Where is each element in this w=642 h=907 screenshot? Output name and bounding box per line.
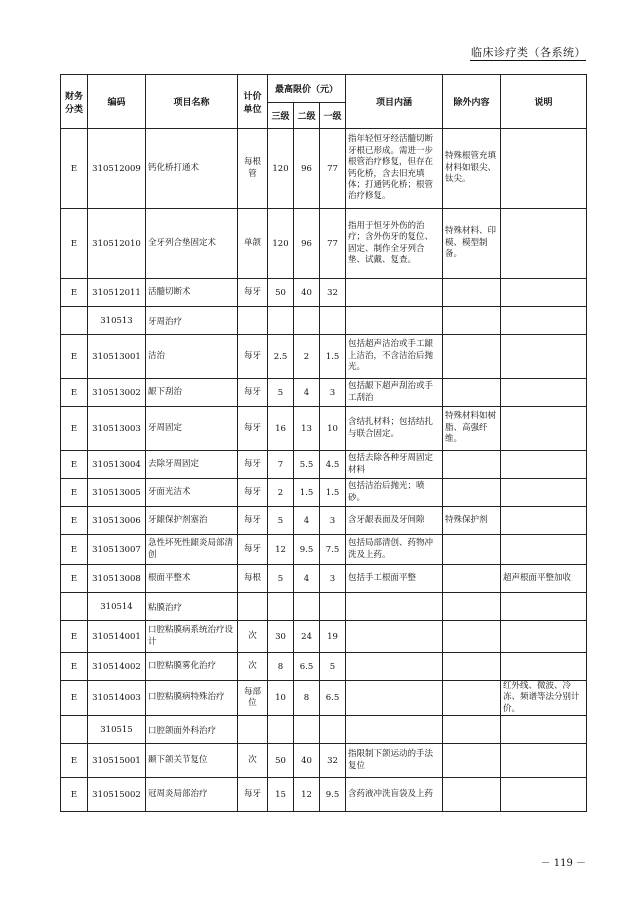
- table-row: [61, 479, 587, 507]
- cell-content: 包括龈下超声刮治或手工刮治: [346, 379, 443, 407]
- cell-p2: 40: [294, 279, 320, 307]
- cell-content: [346, 279, 443, 307]
- cell-p3: 50: [268, 279, 294, 307]
- cell-content: [346, 593, 443, 621]
- cell-unit: 次: [238, 653, 268, 681]
- cell-p3: 120: [268, 209, 294, 279]
- cell-p1: [320, 716, 346, 744]
- cell-exclusion: [443, 379, 501, 407]
- cell-code: 310512011: [88, 279, 146, 307]
- cell-note: [501, 744, 587, 778]
- cell-p1: 9.5: [320, 778, 346, 812]
- table-row: [61, 279, 587, 307]
- cell-unit: 每牙: [238, 778, 268, 812]
- cell-p1: 5: [320, 653, 346, 681]
- cell-name: 牙龈保护剂塞治: [146, 507, 238, 535]
- cell-category: E: [61, 129, 88, 209]
- cell-p3: 12: [268, 535, 294, 565]
- cell-p2: 4: [294, 507, 320, 535]
- cell-exclusion: [443, 681, 501, 716]
- cell-p1: 32: [320, 744, 346, 778]
- cell-content: 包括超声洁治或手工龈上洁治，不含洁治后抛光。: [346, 335, 443, 379]
- cell-name: 全牙列合垫固定术: [146, 209, 238, 279]
- cell-note: [501, 209, 587, 279]
- cell-category: E: [61, 744, 88, 778]
- cell-exclusion: [443, 535, 501, 565]
- section-row: [61, 307, 587, 335]
- cell-p3: 2.5: [268, 335, 294, 379]
- cell-exclusion: 特殊保护剂: [443, 507, 501, 535]
- cell-category: E: [61, 407, 88, 451]
- section-code: 310515: [88, 716, 146, 744]
- cell-unit: 每牙: [238, 507, 268, 535]
- section-code: 310514: [88, 593, 146, 621]
- cell-p3: 15: [268, 778, 294, 812]
- cell-p1: 19: [320, 621, 346, 653]
- page-number: － 119 －: [540, 858, 586, 869]
- cell-p2: 8: [294, 681, 320, 716]
- table-row: [61, 744, 587, 778]
- cell-p1: 10: [320, 407, 346, 451]
- table-row: [61, 335, 587, 379]
- table-row: [61, 778, 587, 812]
- cell-content: [346, 621, 443, 653]
- cell-category: E: [61, 451, 88, 479]
- section-name: 粘膜治疗: [146, 593, 238, 621]
- cell-category: E: [61, 507, 88, 535]
- cell-unit: 每牙: [238, 407, 268, 451]
- cell-note: [501, 307, 587, 335]
- col-note: 说明: [501, 75, 587, 129]
- table-body: [61, 129, 587, 812]
- cell-exclusion: [443, 565, 501, 593]
- cell-unit: 单颌: [238, 209, 268, 279]
- table-header-row: [61, 75, 587, 103]
- cell-code: 310513004: [88, 451, 146, 479]
- cell-code: 310513001: [88, 335, 146, 379]
- cell-category: E: [61, 479, 88, 507]
- col-code: 编码: [88, 75, 146, 129]
- cell-p1: 77: [320, 209, 346, 279]
- cell-name: 急性坏死性龈炎局部清创: [146, 535, 238, 565]
- cell-code: 310515002: [88, 778, 146, 812]
- cell-unit: 每根管: [238, 129, 268, 209]
- cell-note: [501, 653, 587, 681]
- cell-content: 含结扎材料；包括结扎与联合固定。: [346, 407, 443, 451]
- cell-code: 310514001: [88, 621, 146, 653]
- cell-exclusion: 特殊材料、印模、模型制备。: [443, 209, 501, 279]
- cell-name: 口腔粘膜病系统治疗设计: [146, 621, 238, 653]
- cell-note: [501, 451, 587, 479]
- cell-unit: 每牙: [238, 335, 268, 379]
- cell-name: 洁治: [146, 335, 238, 379]
- cell-category: E: [61, 335, 88, 379]
- cell-code: 310514003: [88, 681, 146, 716]
- section-code: 310513: [88, 307, 146, 335]
- cell-exclusion: [443, 451, 501, 479]
- cell-p1: 1.5: [320, 335, 346, 379]
- cell-note: [501, 129, 587, 209]
- cell-name: 冠周炎局部治疗: [146, 778, 238, 812]
- cell-exclusion: [443, 593, 501, 621]
- cell-p1: 7.5: [320, 535, 346, 565]
- cell-content: [346, 653, 443, 681]
- cell-p2: 9.5: [294, 535, 320, 565]
- cell-code: 310513002: [88, 379, 146, 407]
- cell-name: 口腔粘膜雾化治疗: [146, 653, 238, 681]
- cell-note: 红外线、微波、冷冻、频谱等法分别计价。: [501, 681, 587, 716]
- cell-p2: 4: [294, 565, 320, 593]
- cell-name: 颞下颌关节复位: [146, 744, 238, 778]
- cell-name: 龈下刮治: [146, 379, 238, 407]
- cell-code: 310513008: [88, 565, 146, 593]
- col-max-price: 最高限价（元）: [268, 75, 346, 103]
- cell-note: [501, 479, 587, 507]
- cell-note: [501, 778, 587, 812]
- cell-p1: 3: [320, 565, 346, 593]
- cell-p3: [268, 716, 294, 744]
- cell-p3: 16: [268, 407, 294, 451]
- section-row: [61, 716, 587, 744]
- col-unit: 计价单位: [238, 75, 268, 129]
- cell-p3: 30: [268, 621, 294, 653]
- section-row: [61, 593, 587, 621]
- cell-p1: 3: [320, 379, 346, 407]
- table-row: [61, 565, 587, 593]
- table-row: [61, 379, 587, 407]
- cell-code: 310513003: [88, 407, 146, 451]
- cell-category: E: [61, 279, 88, 307]
- cell-exclusion: [443, 335, 501, 379]
- cell-exclusion: 特殊材料如树脂、高强纤维。: [443, 407, 501, 451]
- cell-unit: 每牙: [238, 479, 268, 507]
- section-name: 牙周治疗: [146, 307, 238, 335]
- col-name: 项目名称: [146, 75, 238, 129]
- cell-category: E: [61, 565, 88, 593]
- cell-category: [61, 307, 88, 335]
- cell-unit: [238, 716, 268, 744]
- cell-code: 310513007: [88, 535, 146, 565]
- cell-name: 牙面光洁术: [146, 479, 238, 507]
- cell-exclusion: [443, 653, 501, 681]
- table-row: [61, 451, 587, 479]
- cell-content: 包括手工根面平整: [346, 565, 443, 593]
- cell-name: 根面平整术: [146, 565, 238, 593]
- cell-p2: 24: [294, 621, 320, 653]
- table-row: [61, 507, 587, 535]
- cell-exclusion: [443, 279, 501, 307]
- fee-schedule-table: [60, 74, 587, 812]
- cell-code: 310512009: [88, 129, 146, 209]
- cell-category: [61, 716, 88, 744]
- cell-unit: 每牙: [238, 379, 268, 407]
- table-row: [61, 535, 587, 565]
- cell-note: [501, 621, 587, 653]
- table-row: [61, 653, 587, 681]
- cell-exclusion: [443, 778, 501, 812]
- cell-p1: 6.5: [320, 681, 346, 716]
- cell-exclusion: [443, 479, 501, 507]
- cell-p2: 4: [294, 379, 320, 407]
- cell-note: [501, 335, 587, 379]
- cell-p1: 77: [320, 129, 346, 209]
- cell-category: E: [61, 653, 88, 681]
- cell-exclusion: 特殊根管充填材料如银尖、钛尖。: [443, 129, 501, 209]
- cell-p1: [320, 593, 346, 621]
- cell-name: 去除牙周固定: [146, 451, 238, 479]
- cell-exclusion: [443, 307, 501, 335]
- cell-p2: 6.5: [294, 653, 320, 681]
- cell-code: 310515001: [88, 744, 146, 778]
- cell-note: [501, 279, 587, 307]
- cell-p3: [268, 593, 294, 621]
- cell-p3: 5: [268, 565, 294, 593]
- cell-p1: [320, 307, 346, 335]
- cell-category: E: [61, 209, 88, 279]
- cell-note: [501, 593, 587, 621]
- cell-note: 超声根面平整加收: [501, 565, 587, 593]
- cell-unit: 每牙: [238, 535, 268, 565]
- cell-exclusion: [443, 716, 501, 744]
- cell-p3: 7: [268, 451, 294, 479]
- cell-unit: 次: [238, 621, 268, 653]
- cell-content: [346, 681, 443, 716]
- cell-unit: [238, 307, 268, 335]
- cell-name: 口腔粘膜病特殊治疗: [146, 681, 238, 716]
- header-rule: [470, 60, 586, 61]
- cell-category: E: [61, 535, 88, 565]
- cell-code: 310513005: [88, 479, 146, 507]
- cell-p2: 5.5: [294, 451, 320, 479]
- cell-p2: 40: [294, 744, 320, 778]
- cell-content: 指限制下颌运动的手法复位: [346, 744, 443, 778]
- cell-note: [501, 716, 587, 744]
- cell-p2: [294, 716, 320, 744]
- col-level2: 二级: [294, 103, 320, 129]
- cell-p2: 96: [294, 209, 320, 279]
- running-header: 临床诊疗类（各系统）: [471, 46, 586, 59]
- cell-content: 包括去除各种牙周固定材料: [346, 451, 443, 479]
- cell-content: 指用于恒牙外伤的治疗；含外伤牙的复位、固定、制作全牙列合垫、试戴、复查。: [346, 209, 443, 279]
- col-exclusion: 除外内容: [443, 75, 501, 129]
- cell-unit: 每部位: [238, 681, 268, 716]
- cell-name: 牙周固定: [146, 407, 238, 451]
- cell-code: 310512010: [88, 209, 146, 279]
- cell-content: 指年轻恒牙经活髓切断牙根已形成。需进一步根管治疗修复，但存在钙化桥，含去旧充填体；打通钙化桥；根管治疗修复。: [346, 129, 443, 209]
- table-row: [61, 209, 587, 279]
- cell-p2: [294, 593, 320, 621]
- table-row: [61, 621, 587, 653]
- cell-content: [346, 716, 443, 744]
- cell-unit: 每牙: [238, 451, 268, 479]
- cell-p2: 13: [294, 407, 320, 451]
- cell-category: E: [61, 778, 88, 812]
- cell-p2: 2: [294, 335, 320, 379]
- cell-category: [61, 593, 88, 621]
- table-row: [61, 407, 587, 451]
- col-level1: 一级: [320, 103, 346, 129]
- cell-content: [346, 307, 443, 335]
- table-row: [61, 681, 587, 716]
- cell-unit: 每根: [238, 565, 268, 593]
- cell-p2: 1.5: [294, 479, 320, 507]
- cell-note: [501, 507, 587, 535]
- cell-content: 包括洁治后抛光；喷砂。: [346, 479, 443, 507]
- cell-content: 含牙龈表面及牙间隙: [346, 507, 443, 535]
- cell-p2: 96: [294, 129, 320, 209]
- cell-code: 310513006: [88, 507, 146, 535]
- cell-name: 活髓切断术: [146, 279, 238, 307]
- table-row: [61, 129, 587, 209]
- section-name: 口腔颌面外科治疗: [146, 716, 238, 744]
- cell-unit: [238, 593, 268, 621]
- cell-note: [501, 535, 587, 565]
- cell-p1: 32: [320, 279, 346, 307]
- cell-category: E: [61, 621, 88, 653]
- cell-p1: 4.5: [320, 451, 346, 479]
- cell-p3: 2: [268, 479, 294, 507]
- cell-p3: 10: [268, 681, 294, 716]
- cell-exclusion: [443, 621, 501, 653]
- col-category: 财务分类: [61, 75, 88, 129]
- cell-p3: [268, 307, 294, 335]
- cell-content: 含药液冲洗盲袋及上药: [346, 778, 443, 812]
- cell-p3: 8: [268, 653, 294, 681]
- cell-code: 310514002: [88, 653, 146, 681]
- cell-p3: 50: [268, 744, 294, 778]
- cell-unit: 每牙: [238, 279, 268, 307]
- cell-content: 包括局部清创、药物冲洗及上药。: [346, 535, 443, 565]
- cell-p2: 12: [294, 778, 320, 812]
- cell-name: 钙化桥打通术: [146, 129, 238, 209]
- cell-p3: 5: [268, 507, 294, 535]
- col-content: 项目内涵: [346, 75, 443, 129]
- cell-unit: 次: [238, 744, 268, 778]
- cell-note: [501, 407, 587, 451]
- cell-p3: 5: [268, 379, 294, 407]
- cell-p3: 120: [268, 129, 294, 209]
- cell-p1: 1.5: [320, 479, 346, 507]
- cell-p2: [294, 307, 320, 335]
- cell-p1: 3: [320, 507, 346, 535]
- col-level3: 三级: [268, 103, 294, 129]
- cell-note: [501, 379, 587, 407]
- cell-category: E: [61, 379, 88, 407]
- cell-category: E: [61, 681, 88, 716]
- cell-exclusion: [443, 744, 501, 778]
